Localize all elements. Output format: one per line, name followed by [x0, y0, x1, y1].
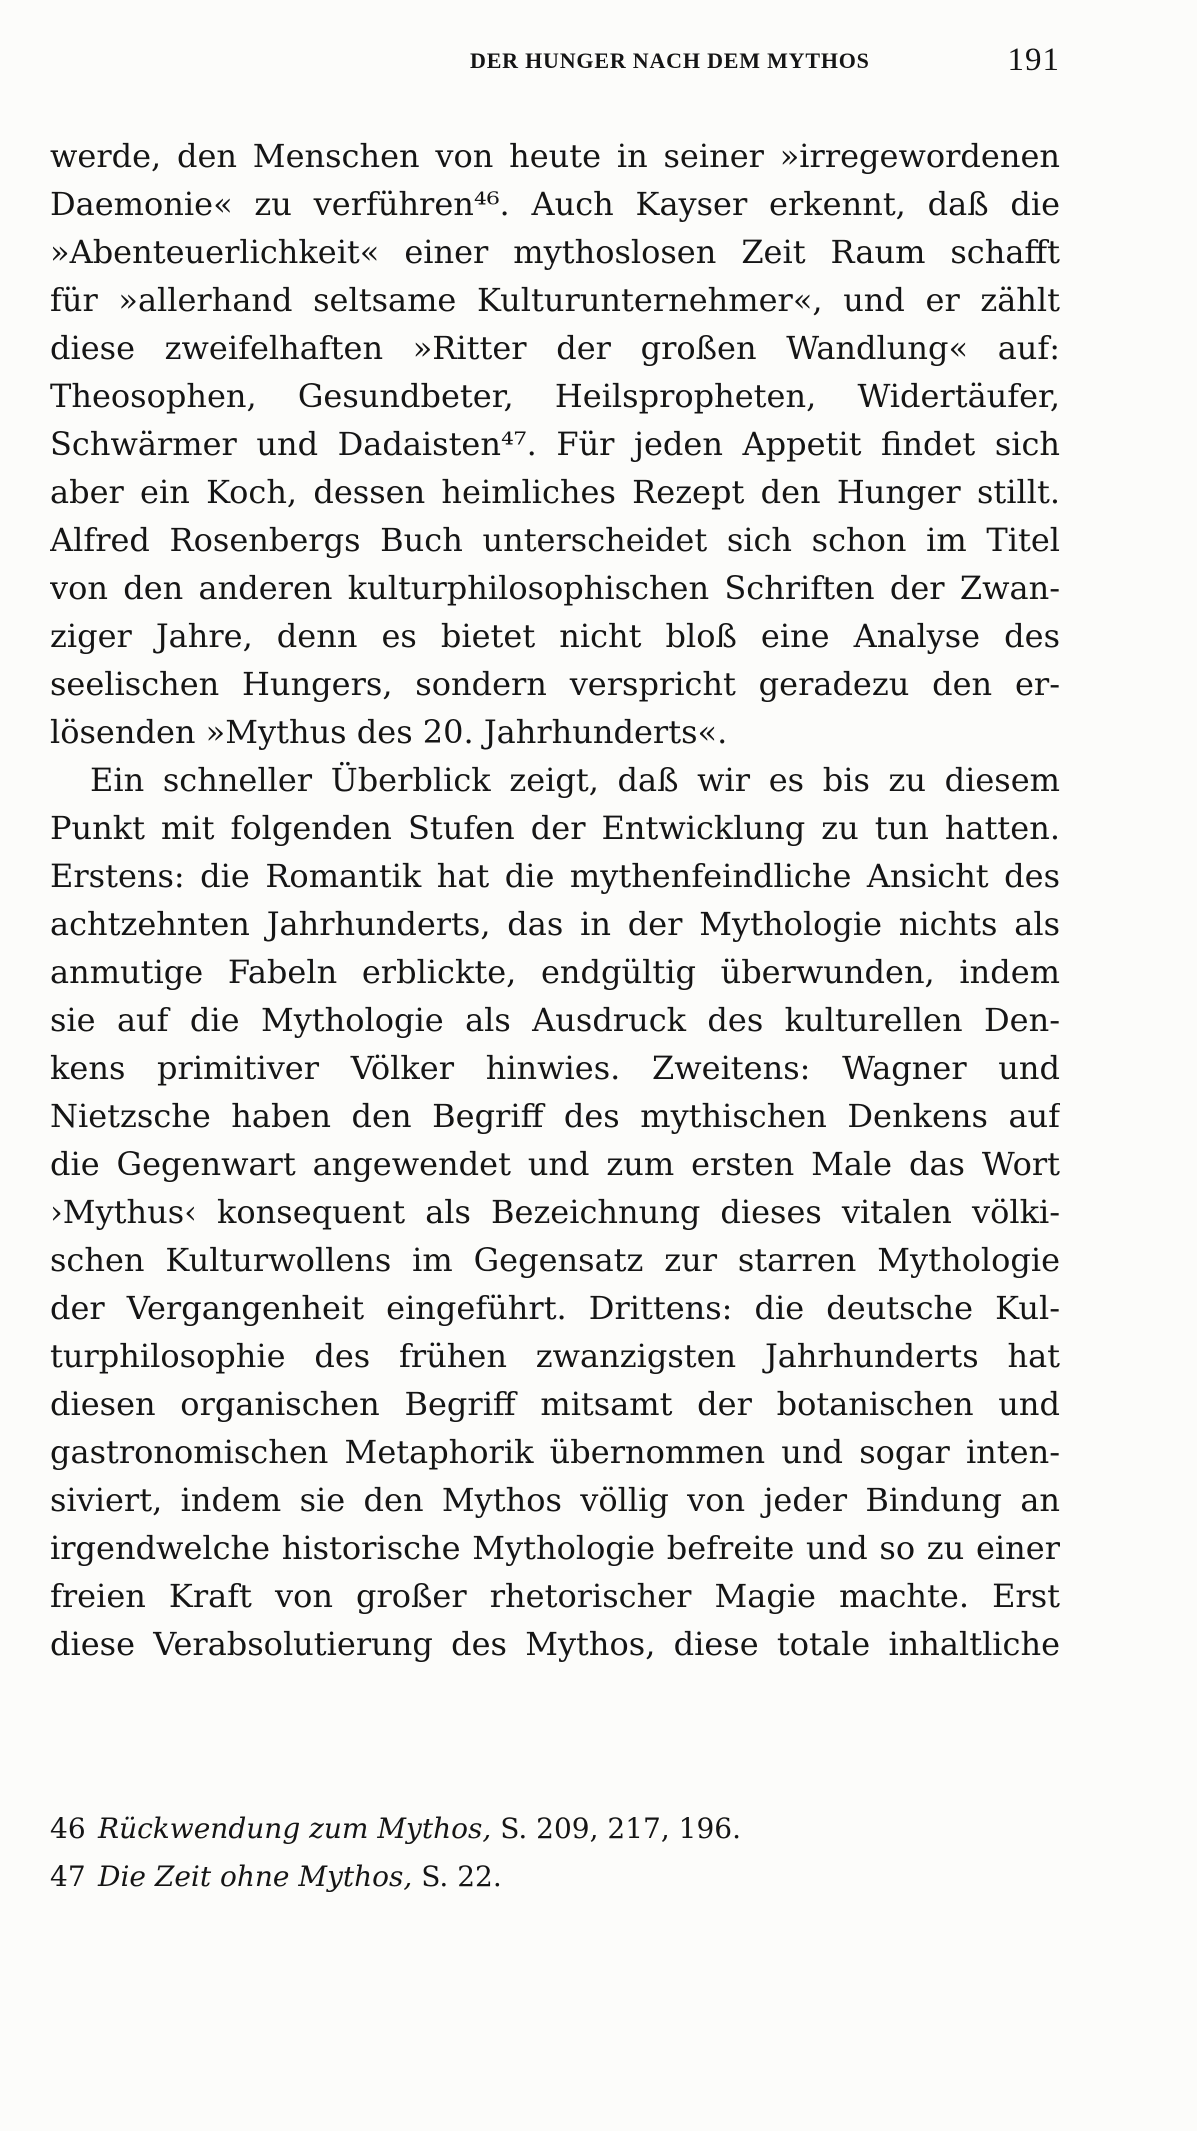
text-line: Schwärmer und Dadaisten⁴⁷. Für jeden Appetit findet sich	[50, 425, 1060, 463]
text-line: schen Kulturwollens im Gegensatz zur starren Mythologie	[50, 1241, 1060, 1279]
text-line: Daemonie« zu verführen⁴⁶. Auch Kayser erkennt, daß die	[50, 185, 1060, 223]
text-line: diesen organischen Begriff mitsamt der botanischen und	[50, 1385, 1060, 1423]
body-text	[50, 132, 1060, 1668]
footnote-reference: S. 22.	[412, 1860, 502, 1893]
text-line: kens primitiver Völker hinwies. Zweitens: Wagner und	[50, 1049, 1060, 1087]
text-line: Punkt mit folgenden Stufen der Entwicklung zu tun hatten.	[50, 809, 1060, 847]
text-line: diese Verabsolutierung des Mythos, diese totale inhaltliche	[50, 1625, 1060, 1663]
text-line: freien Kraft von großer rhetorischer Magie machte. Erst	[50, 1577, 1060, 1615]
text-line: Nietzsche haben den Begriff des mythischen Denkens auf	[50, 1097, 1060, 1135]
text-line: werde, den Menschen von heute in seiner »irregewordenen	[50, 137, 1060, 175]
text-line: turphilosophie des frühen zwanzigsten Jahrhunderts hat	[50, 1337, 1060, 1375]
footnote-number: 46	[50, 1812, 86, 1845]
text-line: von den anderen kulturphilosophischen Schriften der Zwan-	[50, 569, 1060, 607]
text-line: Theosophen, Gesundbeter, Heilspropheten, Widertäufer,	[50, 377, 1060, 415]
text-line: Alfred Rosenbergs Buch unterscheidet sich schon im Titel	[50, 521, 1060, 559]
text-line: die Gegenwart angewendet und zum ersten Male das Wort	[50, 1145, 1060, 1183]
footnote-47	[50, 1853, 1060, 1901]
footnote-46	[50, 1805, 1060, 1853]
text-line: seelischen Hungers, sondern verspricht geradezu den er-	[50, 665, 1060, 703]
text-line: irgendwelche historische Mythologie befreite und so zu einer	[50, 1529, 1060, 1567]
paragraph-1	[50, 132, 1060, 756]
text-line: sie auf die Mythologie als Ausdruck des kulturellen Den-	[50, 1001, 1060, 1039]
page-number: 191	[1007, 42, 1060, 78]
text-line: ziger Jahre, denn es bietet nicht bloß eine Analyse des	[50, 617, 1060, 655]
text-line: Ein schneller Überblick zeigt, daß wir es bis zu diesem	[90, 761, 1060, 799]
text-line: aber ein Koch, dessen heimliches Rezept den Hunger stillt.	[50, 473, 1060, 511]
text-line: lösenden »Mythus des 20. Jahrhunderts«.	[50, 713, 728, 751]
text-line: der Vergangenheit eingeführt. Drittens: die deutsche Kul-	[50, 1289, 1060, 1327]
text-line: achtzehnten Jahrhunderts, das in der Mythologie nichts als	[50, 905, 1060, 943]
paragraph-2	[50, 756, 1060, 1668]
text-line: Erstens: die Romantik hat die mythenfeindliche Ansicht des	[50, 857, 1060, 895]
text-line: ›Mythus‹ konsequent als Bezeichnung dieses vitalen völki-	[50, 1193, 1060, 1231]
text-line: diese zweifelhaften »Ritter der großen Wandlung« auf:	[50, 329, 1060, 367]
text-line: anmutige Fabeln erblickte, endgültig überwunden, indem	[50, 953, 1060, 991]
text-line: siviert, indem sie den Mythos völlig von jeder Bindung an	[50, 1481, 1060, 1519]
footnote-reference: S. 209, 217, 196.	[491, 1812, 742, 1845]
text-line: »Abenteuerlichkeit« einer mythoslosen Zeit Raum schafft	[50, 233, 1060, 271]
running-head	[470, 40, 1060, 80]
running-title: DER HUNGER NACH DEM MYTHOS	[470, 48, 870, 73]
footnote-number: 47	[50, 1860, 86, 1893]
footnote-title: Rückwendung zum Mythos,	[98, 1812, 492, 1845]
footnotes	[50, 1805, 1060, 1901]
text-line: für »allerhand seltsame Kulturunternehmer«, und er zählt	[50, 281, 1060, 319]
text-line: gastronomischen Metaphorik übernommen und sogar inten-	[50, 1433, 1060, 1471]
footnote-title: Die Zeit ohne Mythos,	[98, 1860, 413, 1893]
